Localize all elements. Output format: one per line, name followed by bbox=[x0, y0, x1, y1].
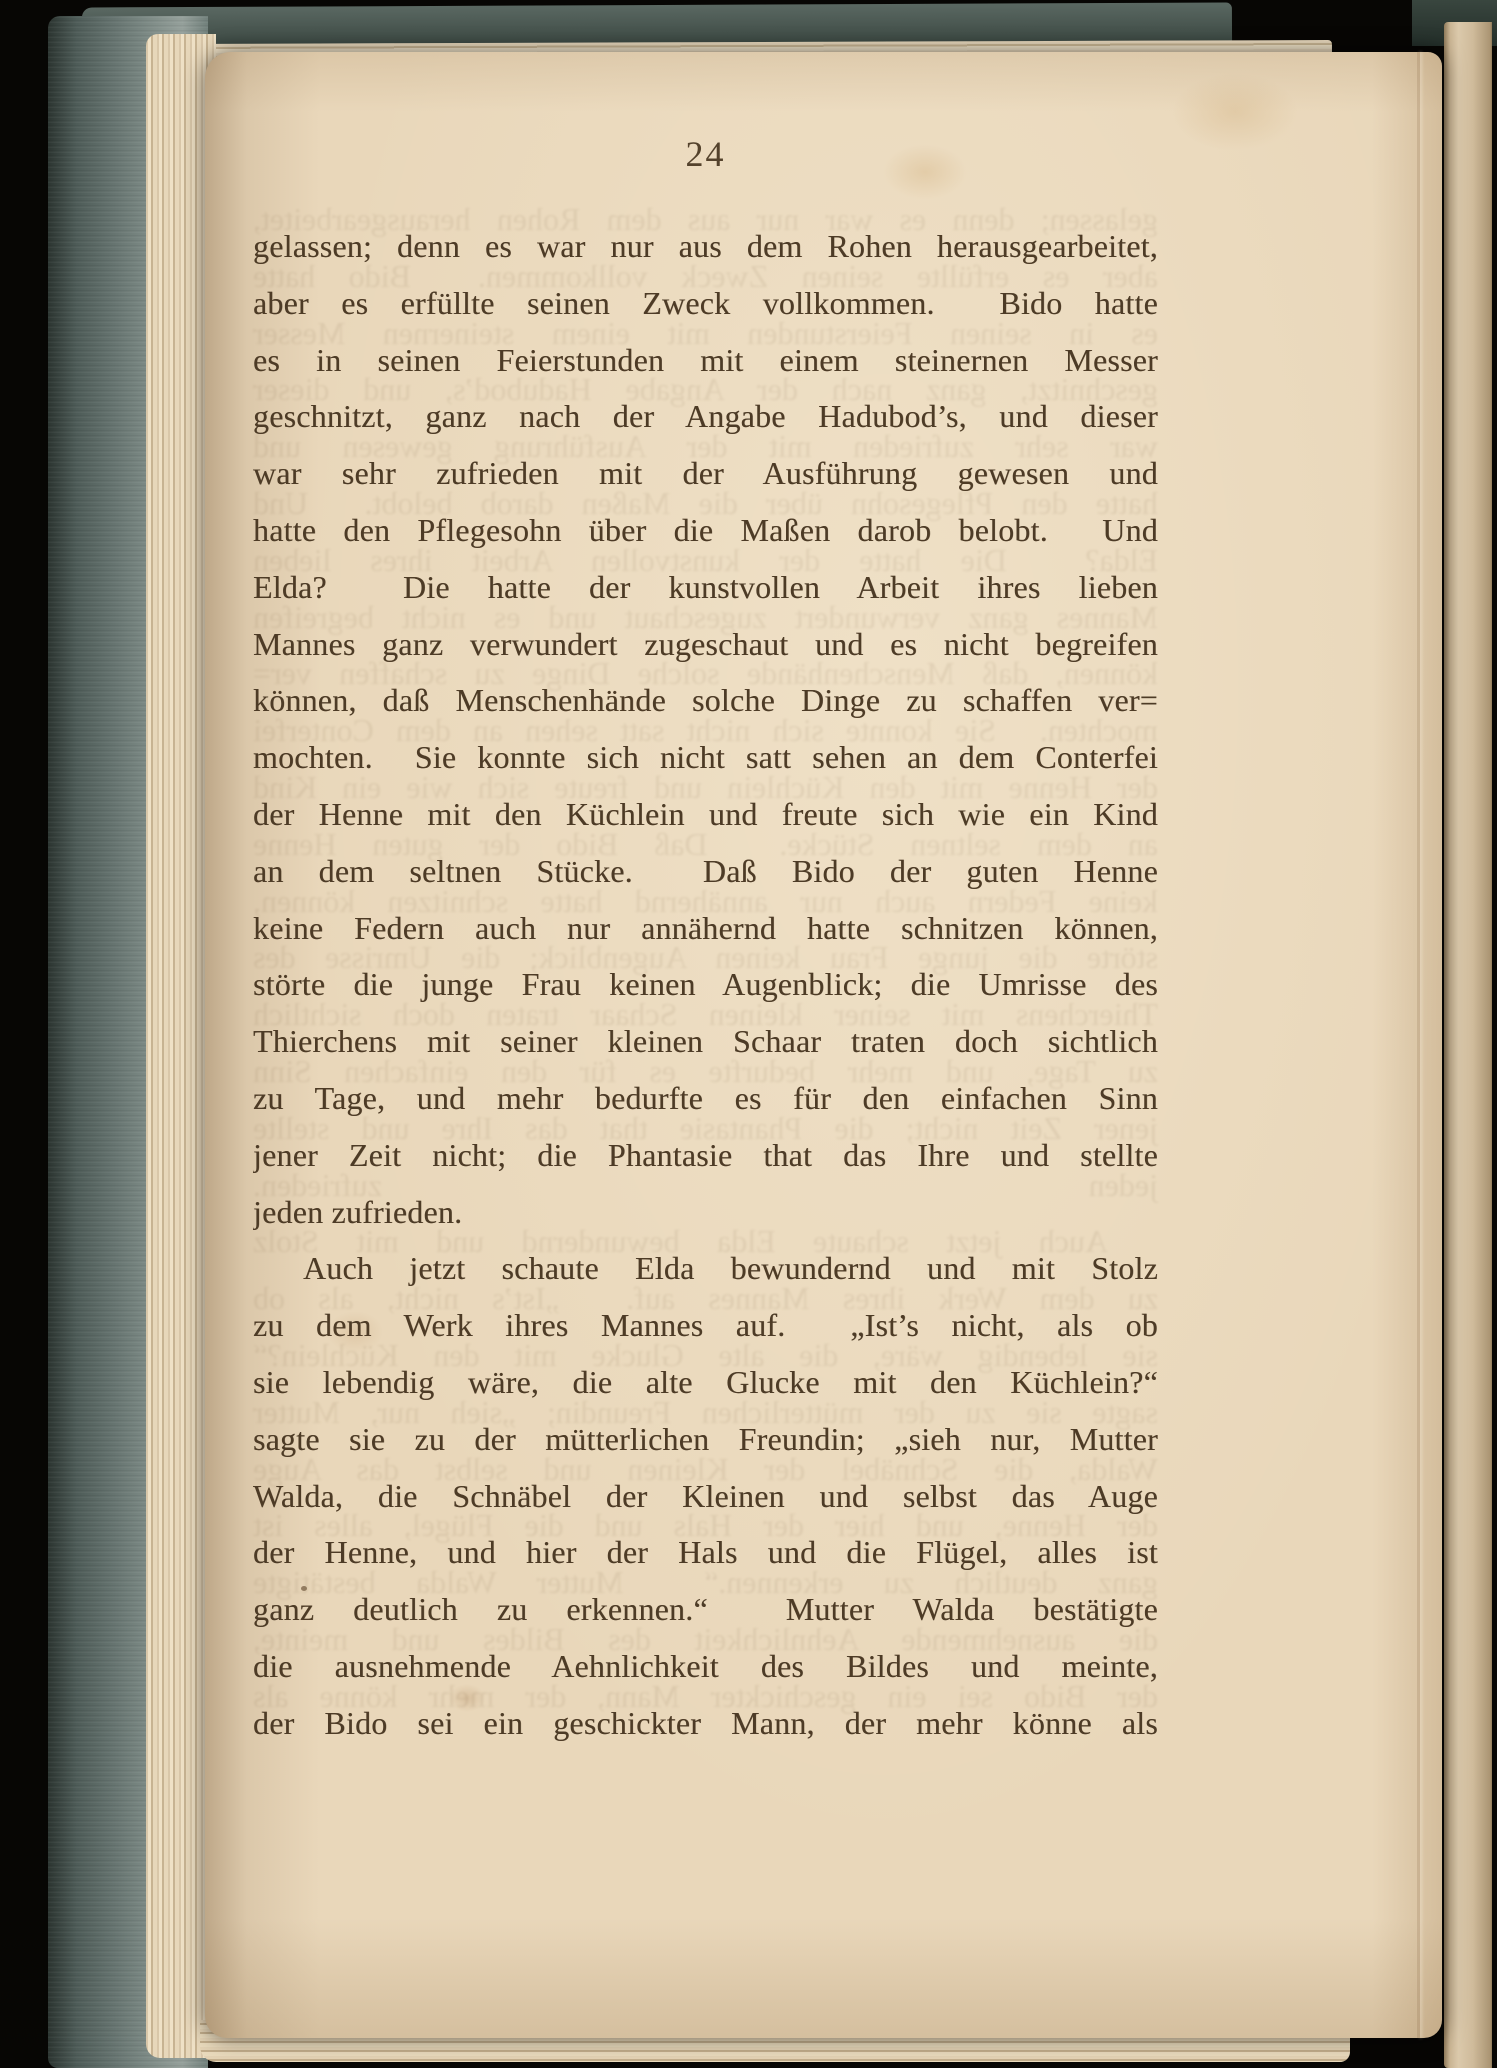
text-line: war sehr zufrieden mit der Ausführung gewesen und bbox=[253, 455, 1158, 492]
text-line: sagte sie zu der mütterlichen Freundin; „sieh nur, Mutter bbox=[253, 1420, 1158, 1457]
text-line: jener Zeit nicht; die Phantasie that das Ihre und stellte bbox=[253, 1136, 1158, 1173]
text-line: es in seinen Feierstunden mit einem steinernen Messer bbox=[253, 341, 1158, 378]
text-line: aber es erfüllte seinen Zweck vollkommen. Bido hatte bbox=[253, 284, 1158, 321]
text-line: ganz deutlich zu erkennen.“ Mutter Walda bestätigte bbox=[253, 1591, 1158, 1628]
text-line: Walda, die Schnäbel der Kleinen und selbst das Auge bbox=[253, 1477, 1158, 1514]
text-line: Elda? Die hatte der kunstvollen Arbeit ihres lieben bbox=[253, 568, 1158, 605]
page-text bbox=[253, 218, 1158, 1752]
text-line: zu Tage, und mehr bedurfte es für den einfachen Sinn bbox=[253, 1079, 1158, 1116]
text-line: die ausnehmende Aehnlichkeit des Bildes und meinte, bbox=[253, 1647, 1158, 1684]
text-line: sie lebendig wäre, die alte Glucke mit den Küchlein?“ bbox=[253, 1363, 1158, 1400]
text-line: gelassen; denn es war nur aus dem Rohen herausgearbeitet, bbox=[253, 228, 1158, 264]
text-line: der Henne mit den Küchlein und freute sich wie ein Kind bbox=[253, 795, 1158, 832]
page-number: 24 bbox=[685, 134, 726, 174]
text-line: an dem seltnen Stücke. Daß Bido der guten Henne bbox=[253, 852, 1158, 889]
facing-pages-fore-edge bbox=[1444, 22, 1492, 2068]
text-line: der Bido sei ein geschickter Mann, der mehr könne als bbox=[253, 1704, 1158, 1741]
text-line: mochten. Sie konnte sich nicht satt sehen an dem Conterfei bbox=[253, 739, 1158, 776]
text-line: Thierchens mit seiner kleinen Schaar traten doch sichtlich bbox=[253, 1023, 1158, 1060]
text-line: jeden zufrieden. bbox=[253, 1193, 463, 1230]
text-line: der Henne, und hier der Hals und die Flügel, alles ist bbox=[253, 1534, 1158, 1571]
text-line: geschnitzt, ganz nach der Angabe Hadubod’s, und dieser bbox=[253, 398, 1158, 435]
text-line: Mannes ganz verwundert zugeschaut und es nicht begreifen bbox=[253, 625, 1158, 662]
text-line: keine Federn auch nur annähernd hatte schnitzen können, bbox=[253, 909, 1158, 946]
text-line: störte die junge Frau keinen Augenblick; die Umrisse des bbox=[253, 966, 1158, 1003]
text-line: Auch jetzt schaute Elda bewundernd und mit Stolz bbox=[303, 1250, 1158, 1287]
text-line: können, daß Menschenhände solche Dinge zu schaffen ver= bbox=[253, 682, 1158, 719]
text-line: zu dem Werk ihres Mannes auf. „Ist’s nicht, als ob bbox=[253, 1307, 1158, 1344]
text-line: hatte den Pflegesohn über die Maßen darob belobt. Und bbox=[253, 511, 1158, 548]
